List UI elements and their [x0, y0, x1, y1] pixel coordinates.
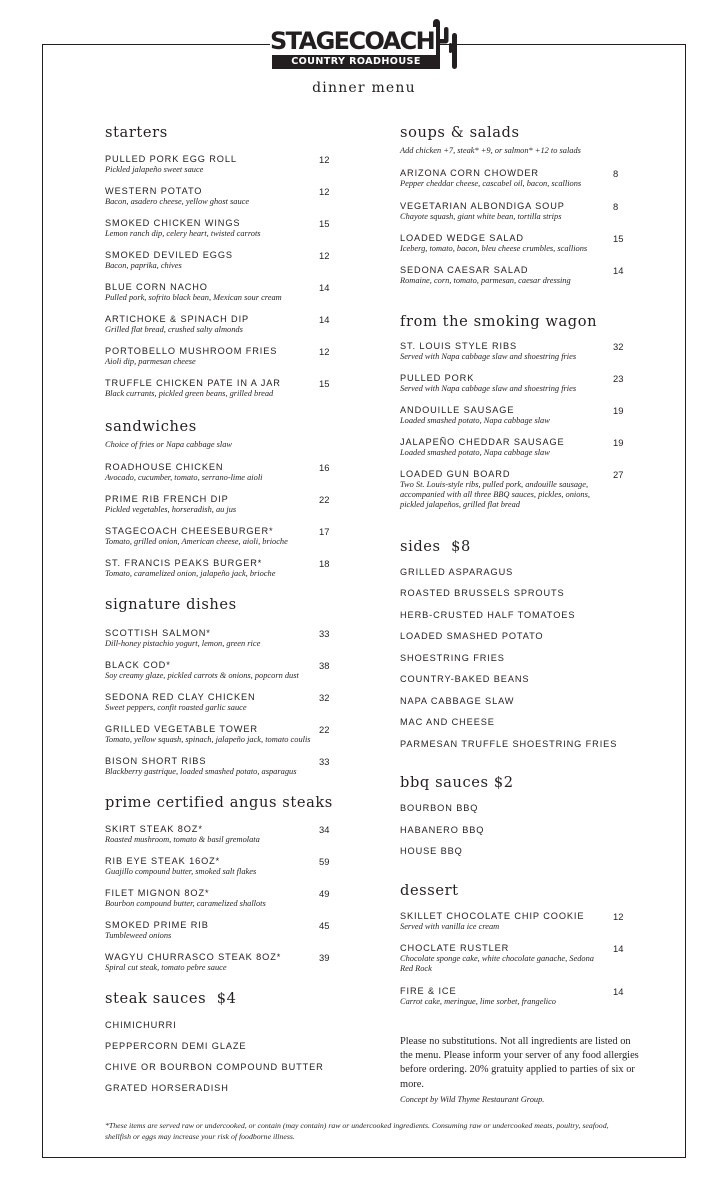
menu-item	[105, 824, 331, 845]
menu-title: dinner menu	[312, 80, 416, 96]
list-item: GRILLED ASPARAGUS	[400, 567, 514, 577]
item-price: 14	[613, 986, 624, 997]
item-description: Roasted mushroom, tomato & basil gremolata	[105, 835, 260, 844]
section-price: $4	[216, 990, 237, 1007]
item-price: 23	[613, 373, 624, 384]
item-name: ROADHOUSE CHICKEN	[105, 462, 224, 472]
menu-item	[105, 494, 331, 515]
item-description: Guajillo compound butter, smoked salt flakes	[105, 867, 257, 876]
item-name: RIB EYE STEAK 16OZ*	[105, 856, 221, 866]
item-description: Bourbon compound butter, caramelized shallots	[105, 899, 266, 908]
section-title-signature: signature dishes	[105, 596, 237, 613]
item-description: Lemon ranch dip, celery heart, twisted carrots	[105, 229, 261, 238]
item-description: Iceberg, tomato, bacon, bleu cheese crumbles, scallions	[400, 244, 588, 253]
item-description: Loaded smashed potato, Napa cabbage slaw	[400, 448, 550, 457]
item-price: 38	[319, 660, 330, 671]
list-item: LOADED SMASHED POTATO	[400, 631, 544, 641]
section-title-smoking-wagon: from the smoking wagon	[400, 313, 598, 330]
item-name: VEGETARIAN ALBONDIGA SOUP	[400, 201, 565, 211]
menu-item	[400, 911, 622, 932]
item-price: 14	[613, 265, 624, 276]
list-item: SHOESTRING FRIES	[400, 653, 505, 663]
item-description: Tomato, grilled onion, American cheese, aioli, brioche	[105, 537, 288, 546]
stagecoach-logo	[268, 17, 462, 73]
concept-credit: Concept by Wild Thyme Restaurant Group.	[400, 1095, 545, 1104]
item-name: LOADED GUN BOARD	[400, 469, 511, 479]
item-description: Chayote squash, giant white bean, tortilla strips	[400, 212, 562, 221]
menu-item	[400, 405, 622, 426]
item-name: FILET MIGNON 8OZ*	[105, 888, 210, 898]
item-description: Served with Napa cabbage slaw and shoestring fries	[400, 384, 577, 393]
menu-item	[105, 346, 331, 367]
menu-item	[400, 265, 622, 286]
item-price: 18	[319, 558, 330, 569]
item-name: SMOKED CHICKEN WINGS	[105, 218, 241, 228]
item-description: Sweet peppers, confit roasted garlic sauce	[105, 703, 247, 712]
item-description: Carrot cake, meringue, lime sorbet, frangelico	[400, 997, 556, 1006]
item-description: Grilled flat bread, crushed salty almonds	[105, 325, 243, 334]
raw-food-disclaimer: *These items are served raw or undercooked, or contain (may contain) raw or undercooked ingredients. Consuming raw or undercooked meats, poultry, seafood, shellfish or eggs may increase your risk of foodborne illness.	[105, 1121, 609, 1141]
list-item: HOUSE BBQ	[400, 846, 463, 856]
item-price: 22	[319, 494, 330, 505]
item-description: Aioli dip, parmesan cheese	[105, 357, 196, 366]
item-description: Served with Napa cabbage slaw and shoestring fries	[400, 352, 577, 361]
item-price: 17	[319, 526, 330, 537]
section-title-dessert: dessert	[400, 882, 459, 899]
menu-item	[105, 888, 331, 909]
item-name: FIRE & ICE	[400, 986, 457, 996]
item-description: Dill-honey pistachio yogurt, lemon, green rice	[105, 639, 261, 648]
item-name: SMOKED PRIME RIB	[105, 920, 209, 930]
list-item: HABANERO BBQ	[400, 825, 485, 835]
item-description: Avocado, cucumber, tomato, serrano-lime aioli	[105, 473, 263, 482]
section-title-starters: starters	[105, 124, 168, 141]
item-name: PULLED PORK EGG ROLL	[105, 154, 237, 164]
menu-item	[105, 462, 331, 483]
item-name: TRUFFLE CHICKEN PATE IN A JAR	[105, 378, 281, 388]
item-description: Romaine, corn, tomato, parmesan, caesar dressing	[400, 276, 571, 285]
item-name: GRILLED VEGETABLE TOWER	[105, 724, 258, 734]
item-name: BLACK COD*	[105, 660, 171, 670]
item-price: 8	[613, 168, 619, 179]
section-title-bbq	[400, 774, 514, 791]
section-title-text: steak sauces	[105, 990, 207, 1007]
item-price: 34	[319, 824, 330, 835]
item-description: Two St. Louis-style ribs, pulled pork, andouille sausage, accompanied with all three BBQ sauces, pickles, onions, pickled jalapeños, grilled flat bread	[400, 480, 590, 509]
menu-item	[105, 250, 331, 271]
section-title-text: bbq sauces	[400, 774, 489, 791]
menu-item	[400, 168, 622, 189]
item-description: Black currants, pickled green beans, grilled bread	[105, 389, 274, 398]
item-price: 14	[319, 314, 330, 325]
item-price: 12	[613, 911, 624, 922]
menu-item	[400, 341, 622, 362]
section-title-sides	[400, 538, 471, 555]
item-price: 32	[613, 341, 624, 352]
menu-item	[105, 628, 331, 649]
item-description: Pickled jalapeño sweet sauce	[105, 165, 204, 174]
menu-item	[105, 856, 331, 877]
item-description: Tomato, yellow squash, spinach, jalapeño jack, tomato coulis	[105, 735, 311, 744]
menu-item	[105, 756, 331, 777]
list-item: PEPPERCORN DEMI GLAZE	[105, 1041, 247, 1051]
menu-item	[400, 373, 622, 394]
menu-item	[105, 526, 331, 547]
item-description: Spiral cut steak, tomato pebre sauce	[105, 963, 227, 972]
list-item: NAPA CABBAGE SLAW	[400, 696, 515, 706]
item-price: 19	[613, 437, 624, 448]
menu-item	[105, 154, 331, 175]
section-note: Choice of fries or Napa cabbage slaw	[105, 440, 233, 449]
item-price: 45	[319, 920, 330, 931]
section-title-steak-sauces	[105, 990, 237, 1007]
section-title-soups: soups & salads	[400, 124, 520, 141]
item-description: Chocolate sponge cake, white chocolate ganache, Sedona Red Rock	[400, 954, 594, 973]
item-price: 12	[319, 186, 330, 197]
menu-item	[105, 724, 331, 745]
item-price: 12	[319, 154, 330, 165]
menu-item	[105, 314, 331, 335]
item-description: Bacon, paprika, chives	[105, 261, 182, 270]
item-price: 33	[319, 628, 330, 639]
item-name: BISON SHORT RIBS	[105, 756, 207, 766]
section-note: Add chicken +7, steak* +9, or salmon* +12 to salads	[400, 146, 581, 155]
item-name: LOADED WEDGE SALAD	[400, 233, 524, 243]
list-item: CHIMICHURRI	[105, 1020, 177, 1030]
menu-item	[400, 943, 622, 974]
section-price: $2	[493, 774, 514, 791]
menu-item	[400, 469, 622, 510]
item-price: 39	[319, 952, 330, 963]
item-price: 15	[319, 218, 330, 229]
menu-item	[105, 378, 331, 399]
section-title-text: sides	[400, 538, 441, 555]
menu-item	[105, 186, 331, 207]
item-description: Bacon, asadero cheese, yellow ghost sauce	[105, 197, 250, 206]
item-price: 12	[319, 250, 330, 261]
item-name: ANDOUILLE SAUSAGE	[400, 405, 515, 415]
item-price: 49	[319, 888, 330, 899]
menu-item	[400, 233, 622, 254]
item-name: SKIRT STEAK 8OZ*	[105, 824, 203, 834]
item-description: Soy creamy glaze, pickled carrots & onions, popcorn dust	[105, 671, 299, 680]
item-price: 14	[319, 282, 330, 293]
list-item: HERB-CRUSTED HALF TOMATOES	[400, 610, 576, 620]
menu-item	[400, 201, 622, 222]
section-title-sandwiches: sandwiches	[105, 418, 197, 435]
item-name: PULLED PORK	[400, 373, 475, 383]
item-price: 19	[613, 405, 624, 416]
item-name: STAGECOACH CHEESEBURGER*	[105, 526, 274, 536]
menu-item	[105, 692, 331, 713]
logo-wordmark: STAGECOACH	[270, 27, 435, 55]
item-price: 27	[613, 469, 624, 480]
item-name: ARIZONA CORN CHOWDER	[400, 168, 539, 178]
section-price: $8	[451, 538, 471, 555]
item-price: 15	[613, 233, 624, 244]
item-price: 33	[319, 756, 330, 767]
logo-tagline: COUNTRY ROADHOUSE	[272, 55, 440, 69]
item-description: Served with vanilla ice cream	[400, 922, 500, 931]
item-name: SEDONA RED CLAY CHICKEN	[105, 692, 256, 702]
item-name: PRIME RIB FRENCH DIP	[105, 494, 229, 504]
item-name: ST. LOUIS STYLE RIBS	[400, 341, 518, 351]
list-item: BOURBON BBQ	[400, 803, 479, 813]
item-price: 22	[319, 724, 330, 735]
list-item: MAC AND CHEESE	[400, 717, 495, 727]
policy-notice: Please no substitutions. Not all ingredients are listed on the menu. Please inform your server of any food allergies before ordering. 20% gratuity applied to parties of six or more.	[400, 1036, 639, 1090]
item-price: 59	[319, 856, 330, 867]
list-item: PARMESAN TRUFFLE SHOESTRING FRIES	[400, 739, 618, 749]
menu-item	[105, 282, 331, 303]
list-item: GRATED HORSERADISH	[105, 1083, 229, 1093]
item-description: Pepper cheddar cheese, cascabel oil, bacon, scallions	[400, 179, 582, 188]
item-name: SMOKED DEVILED EGGS	[105, 250, 233, 260]
section-title-steaks: prime certified angus steaks	[105, 794, 333, 811]
item-name: ARTICHOKE & SPINACH DIP	[105, 314, 250, 324]
item-name: SEDONA CAESAR SALAD	[400, 265, 529, 275]
menu-item	[400, 437, 622, 458]
item-name: ST. FRANCIS PEAKS BURGER*	[105, 558, 263, 568]
list-item: ROASTED BRUSSELS SPROUTS	[400, 588, 565, 598]
item-description: Pulled pork, sofrito black bean, Mexican sour cream	[105, 293, 282, 302]
item-price: 8	[613, 201, 619, 212]
menu-item	[105, 920, 331, 941]
menu-item	[105, 660, 331, 681]
item-price: 16	[319, 462, 330, 473]
item-price: 15	[319, 378, 330, 389]
item-price: 12	[319, 346, 330, 357]
item-name: SKILLET CHOCOLATE CHIP COOKIE	[400, 911, 585, 921]
item-description: Pickled vegetables, horseradish, au jus	[105, 505, 237, 514]
item-description: Loaded smashed potato, Napa cabbage slaw	[400, 416, 550, 425]
item-name: SCOTTISH SALMON*	[105, 628, 211, 638]
item-description: Tumbleweed onions	[105, 931, 172, 940]
item-price: 32	[319, 692, 330, 703]
item-name: BLUE CORN NACHO	[105, 282, 208, 292]
item-price: 14	[613, 943, 624, 954]
item-name: JALAPEÑO CHEDDAR SAUSAGE	[400, 437, 565, 447]
list-item: CHIVE OR BOURBON COMPOUND BUTTER	[105, 1062, 324, 1072]
menu-item	[105, 218, 331, 239]
menu-item	[105, 952, 331, 973]
item-name: CHOCLATE RUSTLER	[400, 943, 510, 953]
item-description: Blackberry gastrique, loaded smashed potato, asparagus	[105, 767, 297, 776]
menu-item	[105, 558, 331, 579]
menu-item	[400, 986, 622, 1007]
item-description: Tomato, caramelized onion, jalapeño jack, brioche	[105, 569, 276, 578]
item-name: PORTOBELLO MUSHROOM FRIES	[105, 346, 278, 356]
item-name: WAGYU CHURRASCO STEAK 8OZ*	[105, 952, 282, 962]
item-name: WESTERN POTATO	[105, 186, 203, 196]
list-item: COUNTRY-BAKED BEANS	[400, 674, 530, 684]
